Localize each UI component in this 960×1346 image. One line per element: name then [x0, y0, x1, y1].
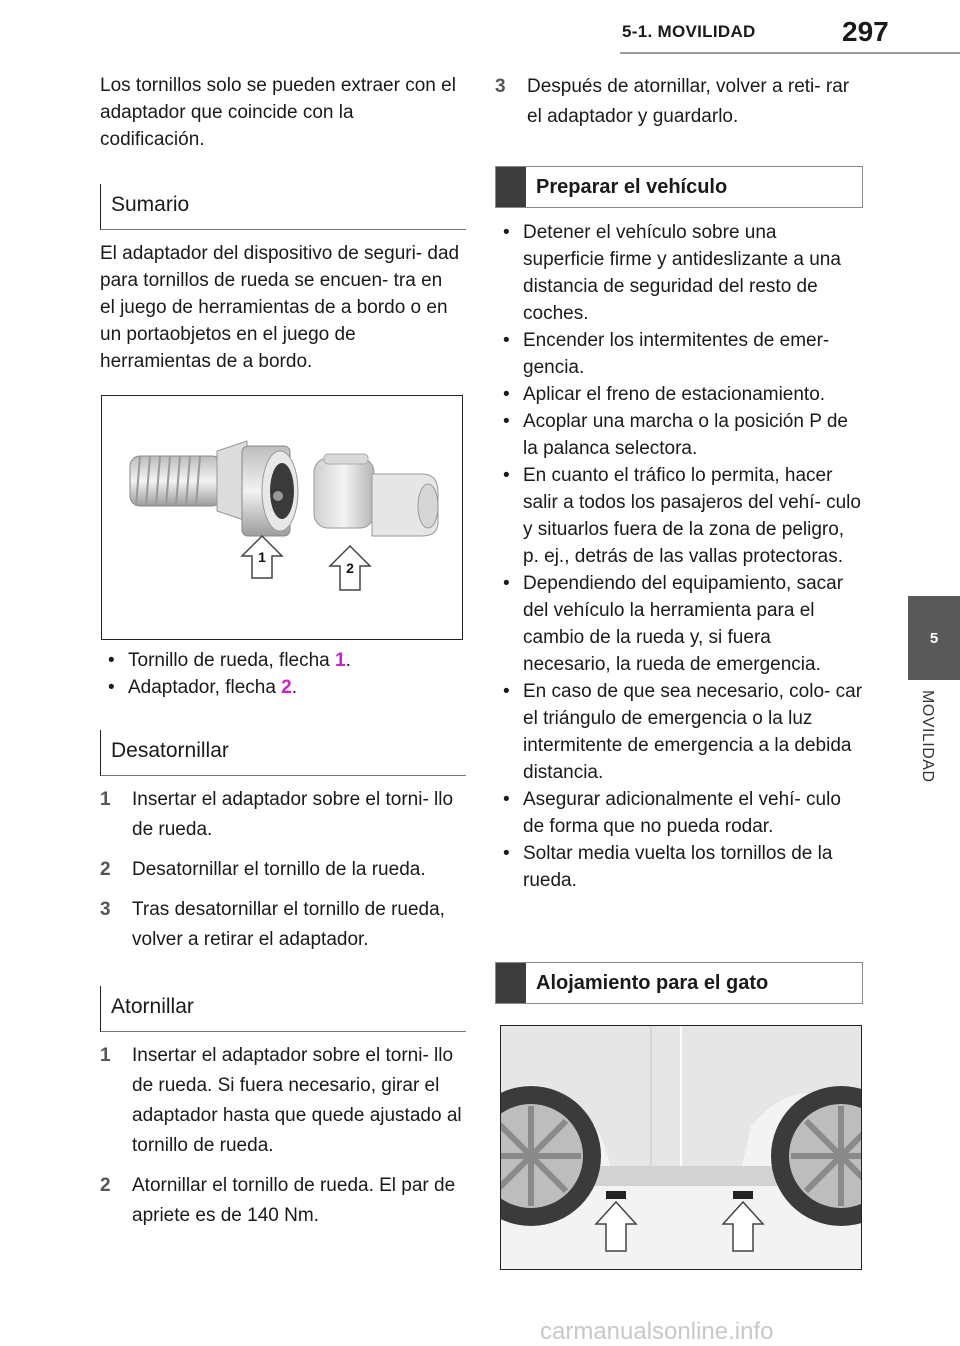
desatornillar-steps [100, 785, 468, 965]
heading-desatornillar: Desatornillar [100, 730, 466, 776]
list-item: • Aplicar el freno de estacionamiento. [503, 384, 826, 405]
step-item: 2 Atornillar el tornillo de rueda. El par de apriete es de 140 Nm. [100, 1175, 456, 1226]
jack-points-illustration [501, 1026, 861, 1269]
sumario-paragraph: El adaptador del dispositivo de seguri- dad para tornillos de rueda se encuen- tra en el juego de herramientas de a bordo o en un portaobjetos en el juego de herramientas de a bordo. [100, 243, 460, 372]
figure-label-2: 2 [346, 560, 354, 576]
chapter-tab: 5 [908, 596, 960, 680]
list-item: • Dependiendo del equipamiento, sacar del vehículo la herramienta para el cambio de la rueda y, si fuera necesario, la rueda de emergencia. [503, 573, 844, 675]
heading-bar-block [496, 963, 526, 1003]
atornillar-steps [100, 1041, 468, 1241]
heading-alojamiento-gato: Alojamiento para el gato [495, 962, 863, 1004]
arrow-2-icon [330, 546, 370, 590]
list-item: • Acoplar una marcha o la posición P de la palanca selectora. [503, 411, 848, 459]
heading-sumario: Sumario [100, 184, 466, 230]
step-item: 1 Insertar el adaptador sobre el torni- llo de rueda. [100, 789, 454, 840]
heading-atornillar: Atornillar [100, 986, 466, 1032]
adapter-shape [314, 454, 438, 536]
page-number: 297 [842, 16, 889, 47]
sumario-bullet-list [100, 647, 470, 701]
figure-bolt-adapter [101, 395, 463, 640]
figure-label-1: 1 [258, 549, 266, 565]
list-item: • Tornillo de rueda, flecha 1. [108, 650, 351, 671]
step-item: 3 Después de atornillar, volver a reti- rar el adaptador y guardarlo. [495, 76, 850, 127]
wheel-bolt-shape [130, 441, 298, 536]
step-item: 1 Insertar el adaptador sobre el torni- llo de rueda. Si fuera necesario, girar el adaptador hasta que quede ajustado al tornillo de rueda. [100, 1045, 462, 1156]
list-item: • Detener el vehículo sobre una superficie firme y antideslizante a una distancia de seguridad del resto de coches. [503, 222, 841, 324]
step-item: 2 Desatornillar el tornillo de la rueda. [100, 859, 426, 880]
heading-bar-block [496, 167, 526, 207]
intro-paragraph: Los tornillos solo se pueden extraer con el adaptador que coincide con la codificación. [100, 75, 456, 150]
preparar-bullet-list [495, 219, 863, 894]
watermark: carmanualsonline.info [540, 1318, 774, 1345]
list-item: • En cuanto el tráfico lo permita, hacer salir a todos los pasajeros del vehí- culo y situarlos fuera de la zona de peligro, p. ej., detrás de las vallas protectoras. [503, 465, 861, 567]
arrow-1-icon [242, 536, 282, 578]
list-item: • Encender los intermitentes de emer- gencia. [503, 330, 830, 378]
atornillar-step-3 [495, 72, 863, 142]
figure-jack-points [500, 1025, 862, 1270]
heading-preparar-vehiculo: Preparar el vehículo [495, 166, 863, 208]
list-item: • Asegurar adicionalmente el vehí- culo de forma que no pueda rodar. [503, 789, 841, 837]
list-item: • En caso de que sea necesario, colo- car el triángulo de emergencia o la luz intermitente de emergencia a la debida distancia. [503, 681, 863, 783]
ref-1: 1 [335, 650, 346, 671]
step-item: 3 Tras desatornillar el tornillo de rueda, volver a retirar el adaptador. [100, 899, 445, 950]
section-title: 5-1. MOVILIDAD [622, 22, 756, 41]
jack-point-rear [733, 1191, 753, 1199]
list-item: • Adaptador, flecha 2. [108, 677, 298, 698]
bolt-adapter-illustration [102, 396, 462, 639]
list-item: • Soltar media vuelta los tornillos de la rueda. [503, 843, 833, 891]
chapter-label: MOVILIDAD [919, 690, 936, 783]
jack-point-front [606, 1191, 626, 1199]
ref-2: 2 [281, 677, 292, 698]
header-divider [620, 52, 960, 54]
